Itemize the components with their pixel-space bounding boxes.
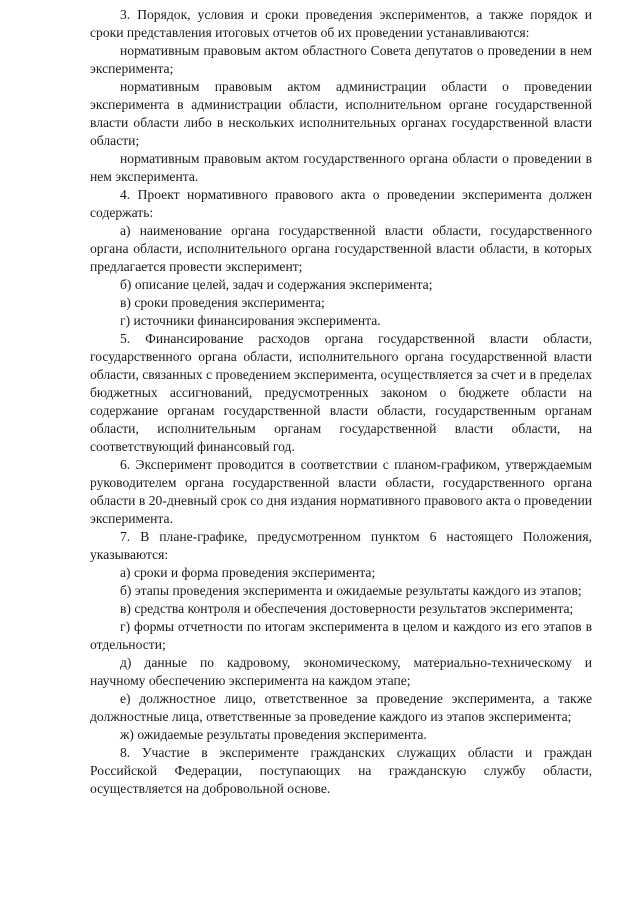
paragraph-5: 5. Финансирование расходов органа государственной власти области, государственного органа области, исполнительного органа государственной власти области, связанных с проведением эксперимента, осуществляется за счет и в пределах бюджетных ассигнований, предусмотренных законом о бюджете области на содержание органам государственной власти области, государственным органам области, исполнительным органам государственной власти области, на соответствующий финансовый год. — [90, 331, 592, 454]
paragraph-7-item-e: е) должностное лицо, ответственное за проведение эксперимента, а также должностные лица, ответственные за проведение каждого из этапов эксперимента; — [90, 691, 592, 724]
paragraph-4: 4. Проект нормативного правового акта о проведении эксперимента должен содержать: — [90, 187, 592, 220]
paragraph-7-item-d: д) данные по кадровому, экономическому, материально-техническому и научному обеспечению эксперимента на каждом этапе; — [90, 655, 592, 688]
paragraph-3-item-2: нормативным правовым актом администрации области о проведении эксперимента в администрации области, исполнительном органе государственной власти области либо в нескольких исполнительных органах государственной власти области; — [90, 79, 592, 148]
paragraph-8: 8. Участие в эксперименте гражданских служащих области и граждан Российской Федерации, поступающих на гражданскую службу области, осуществляется на добровольной основе. — [90, 745, 592, 796]
paragraph-4-item-a: а) наименование органа государственной власти области, государственного органа области, исполнительного органа государственной власти области, в которых предлагается провести эксперимент; — [90, 223, 592, 274]
document-body — [90, 6, 592, 798]
paragraph-3-item-3: нормативным правовым актом государственного органа области о проведении в нем эксперимента. — [90, 151, 592, 184]
paragraph-7: 7. В плане-графике, предусмотренном пунктом 6 настоящего Положения, указываются: — [90, 529, 592, 562]
paragraph-7-item-g: г) формы отчетности по итогам эксперимента в целом и каждого из его этапов в отдельности; — [90, 619, 592, 652]
paragraph-6: 6. Эксперимент проводится в соответствии с планом-графиком, утверждаемым руководителем органа государственной власти области, государственного органа области в 20-дневный срок со дня издания нормативного правового акта о проведении эксперимента. — [90, 457, 592, 526]
paragraph-7-item-zh: ж) ожидаемые результаты проведения эксперимента. — [120, 727, 427, 742]
paragraph-3-item-1: нормативным правовым актом областного Совета депутатов о проведении в нем эксперимента; — [90, 43, 592, 76]
paragraph-7-item-b: б) этапы проведения эксперимента и ожидаемые результаты каждого из этапов; — [120, 583, 582, 598]
paragraph-7-item-a: а) сроки и форма проведения эксперимента; — [120, 565, 376, 580]
paragraph-4-item-b: б) описание целей, задач и содержания эксперимента; — [120, 277, 433, 292]
paragraph-3: 3. Порядок, условия и сроки проведения экспериментов, а также порядок и сроки представления итоговых отчетов об их проведении устанавливаются: — [90, 7, 592, 40]
paragraph-7-item-v: в) средства контроля и обеспечения достоверности результатов эксперимента; — [120, 601, 574, 616]
paragraph-4-item-v: в) сроки проведения эксперимента; — [120, 295, 325, 310]
paragraph-4-item-g: г) источники финансирования эксперимента. — [120, 313, 381, 328]
